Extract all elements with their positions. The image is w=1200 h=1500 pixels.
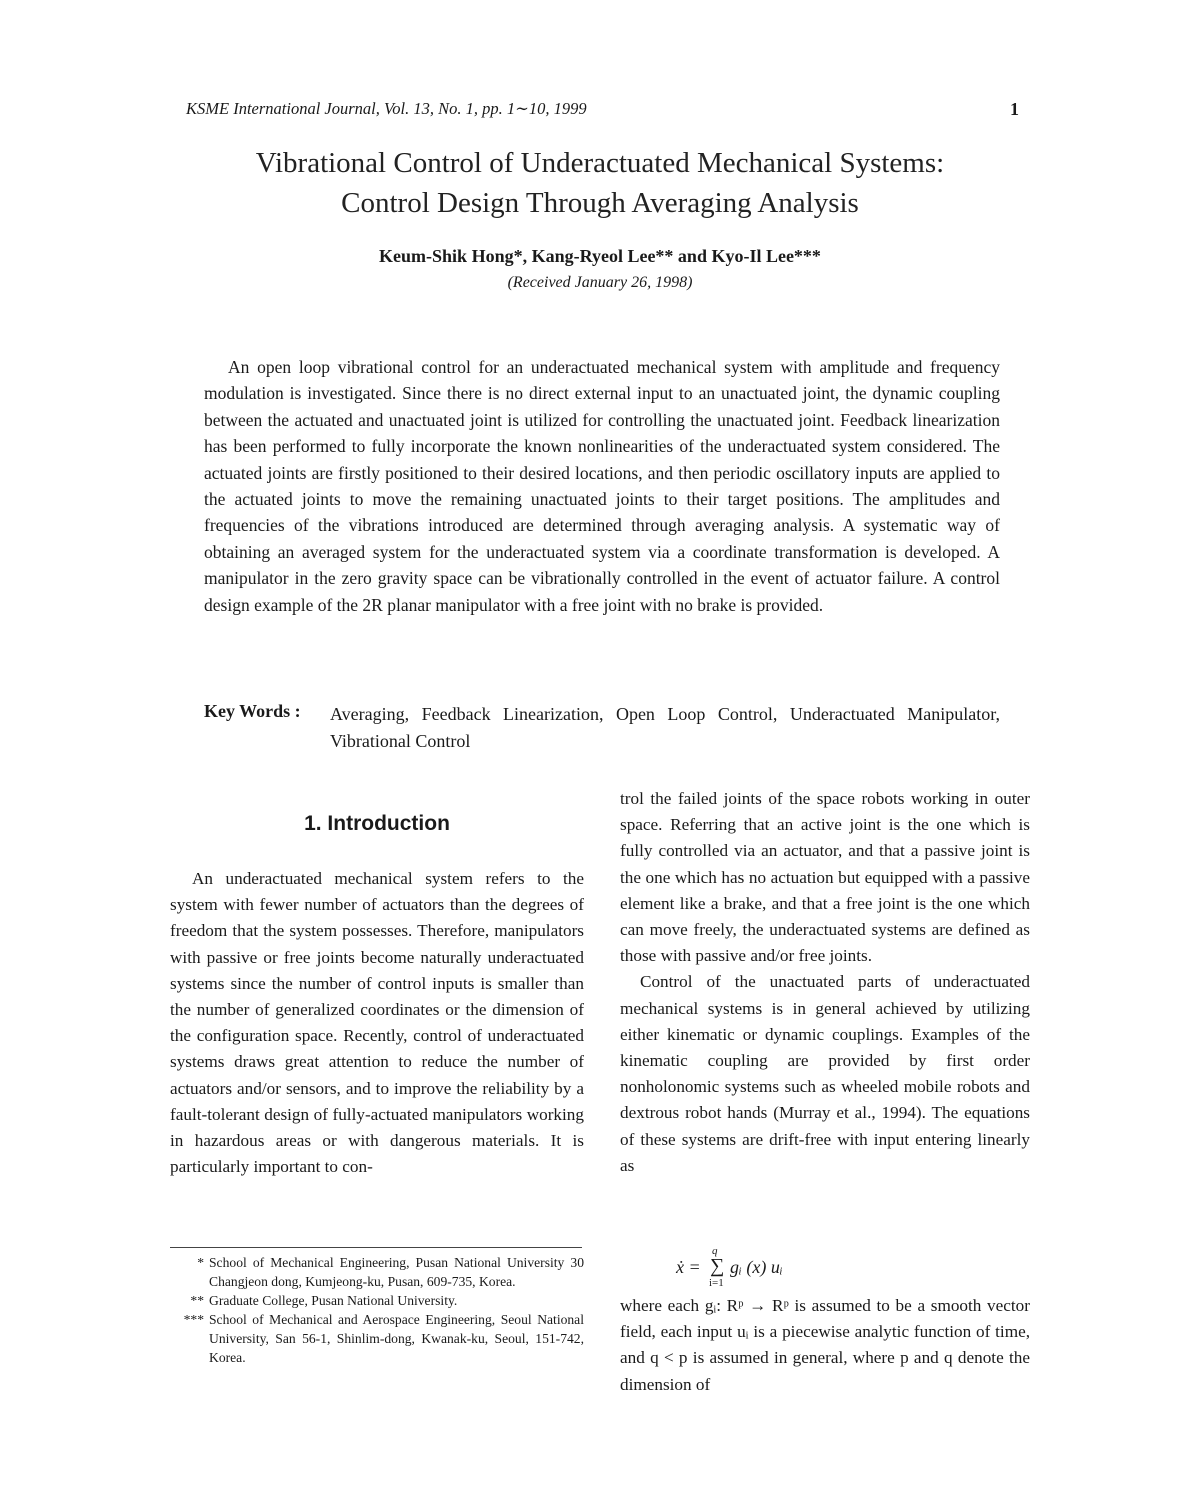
- paper-title: [120, 143, 1080, 223]
- footnote-divider: [170, 1247, 582, 1248]
- intro-paragraph-right-3: where each gᵢ: Rᵖ → Rᵖ is assumed to be a smooth vector field, each input uᵢ is a piecewise analytic function of time, and q < p is assumed in general, where p and q denote the dimension of: [620, 1296, 1030, 1394]
- keywords-label: Key Words :: [204, 701, 301, 721]
- author-list: Keum-Shik Hong*, Kang-Ryeol Lee** and Kyo-Il Lee***: [379, 246, 821, 266]
- footnote: [170, 1253, 584, 1291]
- abstract: An open loop vibrational control for an underactuated mechanical system with amplitude and frequency modulation is investigated. Since there is no direct external input to an unactuated joint, the dynamic coupling between the actuated and unactuated joint is utilized for controlling the unactuated joint. Feedback linearization has been performed to fully incorporate the known nonlinearities of the underactuated system considered. The actuated joints are firstly positioned to their desired locations, and then periodic oscillatory inputs are applied to the actuated joints to move the remaining unactuated joints to their target positions. The amplitudes and frequencies of the vibrations introduced are determined through averaging analysis. A systematic way of obtaining an averaged system for the underactuated system via a coordinate transformation is developed. A manipulator in the zero gravity space can be vibrationally controlled in the event of actuator failure. A control design example of the 2R planar manipulator with a free joint with no brake is provided.: [204, 357, 1000, 615]
- intro-paragraph-right-2: Control of the unactuated parts of underactuated mechanical systems is in general achieved by utilizing either kinematic or dynamic couplings. Examples of the kinematic coupling are provided by first order nonholonomic systems such as wheeled mobile robots and dextrous robot hands (Murray et al., 1994). The equations of these systems are drift-free with input entering linearly as: [620, 972, 1030, 1175]
- equation-lhs: ẋ =: [676, 1257, 701, 1277]
- footnote-mark: *: [197, 1255, 204, 1270]
- section-heading-introduction: 1. Introduction: [304, 812, 450, 835]
- equation-sum-upper: q: [712, 1245, 718, 1257]
- footnote-mark: ***: [183, 1312, 204, 1327]
- running-head: KSME International Journal, Vol. 13, No. 1, pp. 1∼10, 1999: [186, 99, 587, 118]
- right-column: [620, 786, 1030, 1179]
- footnotes: [170, 1253, 584, 1367]
- footnote-mark: **: [190, 1293, 204, 1308]
- equation-drift-free: [676, 1245, 876, 1291]
- footnote: [170, 1310, 584, 1367]
- footnote-text: Graduate College, Pusan National University.: [209, 1293, 458, 1308]
- page-number: 1: [1010, 99, 1019, 119]
- intro-paragraph-right-1: trol the failed joints of the space robots working in outer space. Referring that an active joint is the one which is fully controlled via an actuator, and that a passive joint is the one which has no actuation but equipped with a passive element like a brake, and that a free joint is the one which can move freely, the underactuated systems are defined as those with passive and/or free joints.: [620, 789, 1030, 966]
- equation-sum-symbol: ∑: [710, 1255, 725, 1277]
- footnote: [170, 1291, 584, 1310]
- received-date: (Received January 26, 1998): [507, 274, 693, 291]
- intro-paragraph-left: An underactuated mechanical system refers to the system with fewer number of actuators than the degrees of freedom that the system possesses. Therefore, manipulators with passive or free joints become naturally underactuated systems since the number of control inputs is smaller than the number of generalized coordinates or the dimension of the configuration space. Recently, control of underactuated systems draws great attention to reduce the number of actuators and/or sensors, and to improve the reliability by a fault-tolerant design of fully-actuated manipulators working in hazardous areas or with dangerous materials. It is particularly important to con-: [170, 869, 584, 1177]
- title-line-2: Control Design Through Averaging Analysis: [341, 187, 859, 219]
- equation-rhs: gᵢ (x) uᵢ: [730, 1257, 783, 1277]
- footnote-text: School of Mechanical and Aerospace Engineering, Seoul National University, San 56-1, Shinlim-dong, Kwanak-ku, Seoul, 151-742, Korea.: [209, 1312, 584, 1365]
- equation-sum-lower: i=1: [709, 1277, 724, 1289]
- keywords: Averaging, Feedback Linearization, Open Loop Control, Underactuated Manipulator, Vibrational Control: [330, 704, 1000, 751]
- footnote-text: School of Mechanical Engineering, Pusan National University 30 Changjeon dong, Kumjeong-ku, Pusan, 609-735, Korea.: [209, 1255, 584, 1289]
- title-line-1: Vibrational Control of Underactuated Mechanical Systems:: [255, 147, 945, 179]
